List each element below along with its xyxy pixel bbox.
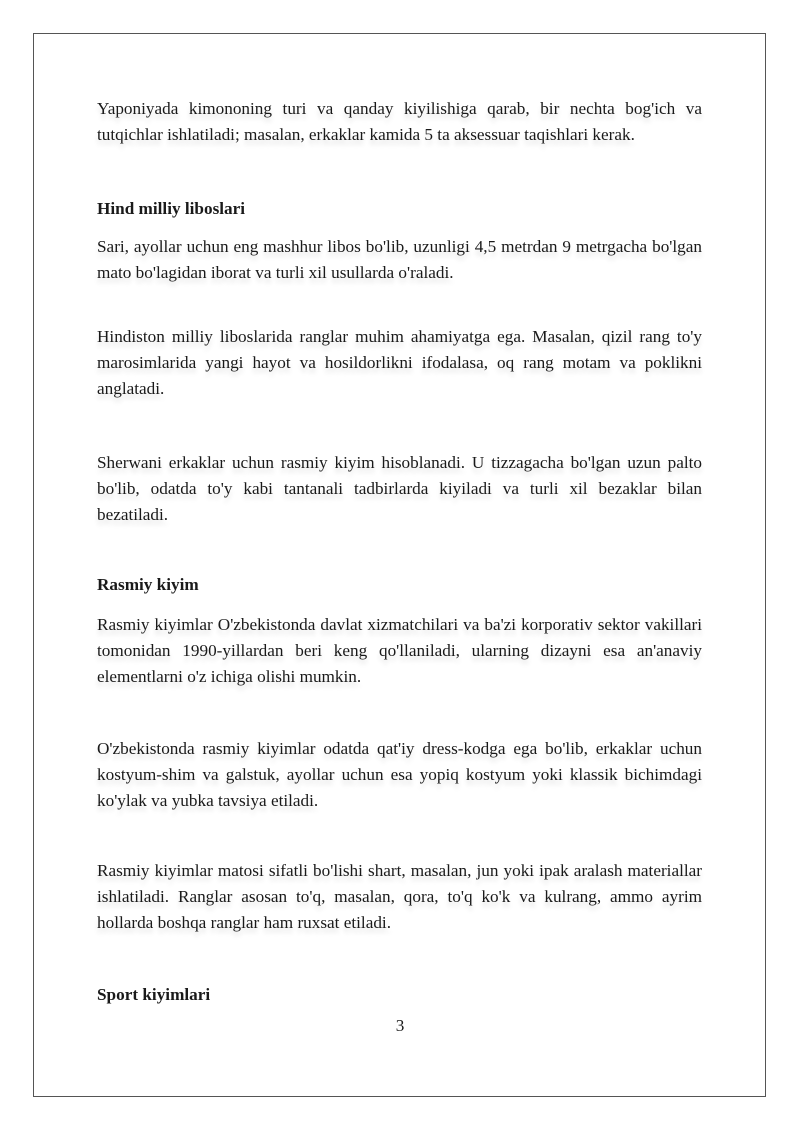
paragraph-indian-colors: Hindiston milliy liboslarida ranglar muhim ahamiyatga ega. Masalan, qizil rang to'y marosimlarida yangi hayot va hosildorlikni ifodalasa, oq rang motam va poklikni anglatadi. [97,327,702,398]
heading-indian-national-clothing: Hind milliy liboslari [97,199,246,218]
paragraph-dress-code: O'zbekistonda rasmiy kiyimlar odatda qat'iy dress-kodga ega bo'lib, erkaklar uchun kostyum-shim va galstuk, ayollar uchun esa yopiq kostyum yoki klassik bichimdagi ko'ylak va yubka tavsiya etiladi. [97,739,702,810]
heading-formal-clothing: Rasmiy kiyim [97,575,199,594]
paragraph-sari: Sari, ayollar uchun eng mashhur libos bo'lib, uzunligi 4,5 metrdan 9 metrgacha bo'lgan mato bo'lagidan iborat va turli xil usullarda o'raladi. [97,237,702,282]
paragraph-formal-uzbekistan: Rasmiy kiyimlar O'zbekistonda davlat xizmatchilari va ba'zi korporativ sektor vakillari tomonidan 1990-yillardan beri keng qo'llaniladi, ularning dizayni esa an'anaviy elementlarni o'z ichiga olishi mumkin. [97,615,702,686]
page-number: 3 [395,1016,405,1035]
paragraph-kimono-accessories: Yaponiyada kimononing turi va qanday kiyilishiga qarab, bir nechta bog'ich va tutqichlar ishlatiladi; masalan, erkaklar kamida 5 ta aksessuar taqishlari kerak. [97,99,702,144]
page-border [33,33,766,1097]
heading-sportswear: Sport kiyimlari [97,985,211,1004]
paragraph-fabric-colors: Rasmiy kiyimlar matosi sifatli bo'lishi shart, masalan, jun yoki ipak aralash materiallar ishlatiladi. Ranglar asosan to'q, masalan, qora, to'q ko'k va kulrang, ammo ayrim hollarda boshqa ranglar ham ruxsat etiladi. [97,861,702,932]
paragraph-sherwani: Sherwani erkaklar uchun rasmiy kiyim hisoblanadi. U tizzagacha bo'lgan uzun palto bo'lib, odatda to'y kabi tantanali tadbirlarda kiyiladi va turli xil bezaklar bilan bezatiladi. [97,453,702,524]
